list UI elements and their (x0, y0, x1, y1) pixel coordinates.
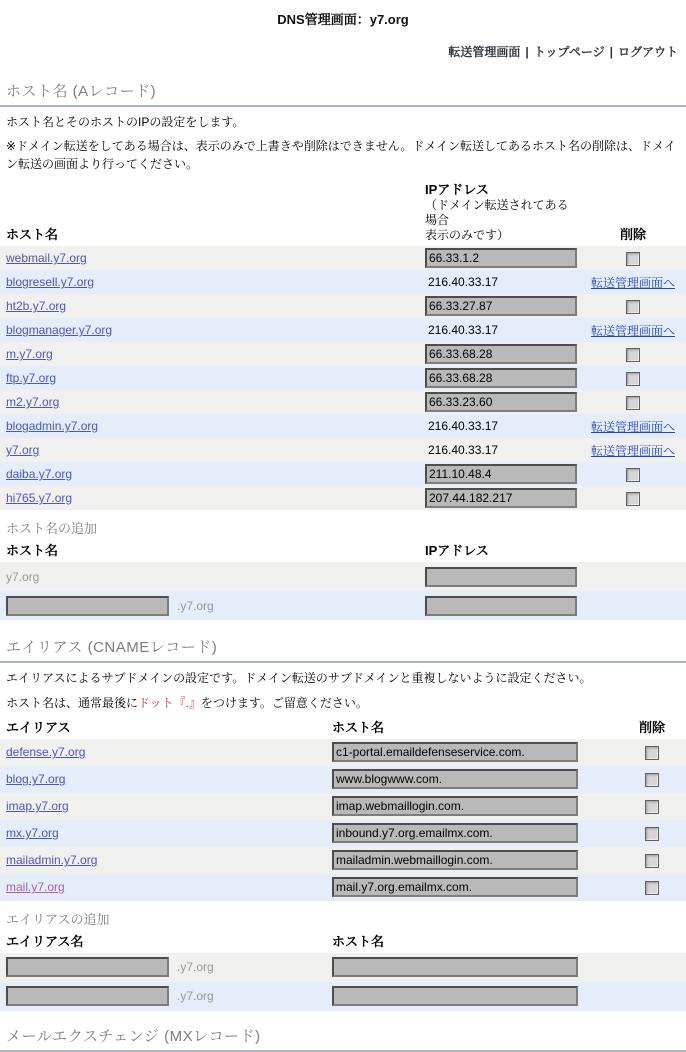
ip-input[interactable] (425, 296, 577, 316)
ip-input[interactable] (425, 464, 577, 484)
a-record-row (0, 486, 686, 510)
column-header-ip: IPアドレス (425, 182, 489, 198)
new-ip-input[interactable] (425, 596, 577, 616)
domain-suffix: .y7.org (177, 960, 214, 975)
cname-description-2: ホスト名は、通常最後にドット『.』をつけます。ご留意ください。 (6, 695, 368, 710)
new-host-input[interactable] (6, 596, 169, 616)
cname-host-input[interactable] (332, 796, 578, 816)
cname-row (0, 766, 686, 793)
delete-checkbox[interactable] (645, 746, 659, 760)
cname-host-input[interactable] (332, 850, 578, 870)
new-alias-input[interactable] (6, 986, 169, 1006)
cname-host-input[interactable] (332, 742, 578, 762)
delete-checkbox[interactable] (626, 348, 640, 362)
alias-add-row (0, 953, 686, 982)
column-header-host: ホスト名 (6, 227, 59, 243)
nav-link-top-page[interactable]: トップページ (533, 45, 605, 59)
forward-admin-link[interactable]: 転送管理画面へ (590, 275, 675, 290)
column-header-alias: エイリアス (6, 719, 71, 735)
a-record-row (0, 246, 686, 270)
a-record-description-1: ホスト名とそのホストのIPの設定をします。 (6, 115, 245, 129)
column-header-ip: IPアドレス (425, 543, 489, 559)
section-title-a-record: ホスト名 (Aレコード) (6, 83, 157, 100)
delete-checkbox[interactable] (626, 492, 640, 506)
column-header-ip-note2: 表示のみです） (425, 228, 510, 243)
a-record-description-2: ※ドメイン転送をしてある場合は、表示のみで上書きや削除はできません。ドメイン転送してあるホスト名の削除は、ドメイン転送の画面より行ってください。 (6, 139, 676, 171)
host-link[interactable]: ht2b.y7.org (6, 299, 67, 314)
alias-link[interactable]: defense.y7.org (6, 745, 86, 760)
host-link[interactable]: blogadmin.y7.org (6, 419, 99, 434)
forward-admin-link[interactable]: 転送管理画面へ (590, 443, 675, 458)
ip-value: 216.40.33.17 (428, 275, 499, 290)
delete-checkbox[interactable] (645, 827, 659, 841)
cname-row (0, 739, 686, 766)
delete-checkbox[interactable] (645, 881, 659, 895)
section-title-cname: エイリアス (CNAMEレコード) (6, 639, 218, 657)
ip-input[interactable] (425, 392, 577, 412)
cname-host-input[interactable] (332, 877, 578, 897)
host-add-row (0, 591, 686, 620)
domain-label: y7.org (6, 569, 40, 584)
ip-value: 216.40.33.17 (428, 443, 499, 458)
cname-table-header (0, 712, 686, 739)
a-record-table-header (0, 173, 686, 246)
column-header-host: ホスト名 (6, 543, 59, 559)
ip-input[interactable] (425, 248, 577, 268)
a-record-row (0, 390, 686, 414)
new-alias-input[interactable] (6, 957, 169, 977)
delete-checkbox[interactable] (626, 300, 640, 314)
a-record-row (0, 414, 686, 438)
forward-admin-link[interactable]: 転送管理画面へ (590, 419, 675, 434)
cname-row (0, 793, 686, 820)
nav-separator: | (525, 45, 529, 59)
ip-input[interactable] (425, 344, 577, 364)
a-record-row (0, 366, 686, 390)
alias-add-title: エイリアスの追加 (6, 911, 110, 927)
host-link[interactable]: hi765.y7.org (6, 491, 73, 506)
delete-checkbox[interactable] (626, 396, 640, 410)
new-alias-host-input[interactable] (332, 986, 578, 1006)
cname-host-input[interactable] (332, 769, 578, 789)
cname-row (0, 820, 686, 847)
top-nav (0, 28, 686, 60)
a-record-row (0, 318, 686, 342)
cname-table (0, 712, 686, 901)
a-record-row (0, 270, 686, 294)
alias-link[interactable]: mail.y7.org (6, 880, 65, 895)
new-ip-input[interactable] (425, 567, 577, 587)
a-record-row (0, 342, 686, 366)
a-record-table (0, 173, 686, 510)
dot-warning-text: ドット『.』 (138, 695, 201, 710)
a-record-row (0, 462, 686, 486)
cname-row (0, 874, 686, 901)
section-rule (0, 105, 686, 107)
alias-add-table (0, 928, 686, 1011)
ip-value: 216.40.33.17 (428, 323, 499, 338)
cname-description-1: エイリアスによるサブドメインの設定です。ドメイン転送のサブドメインと重複しないように設定ください。 (6, 671, 592, 686)
forward-admin-link[interactable]: 転送管理画面へ (590, 323, 675, 338)
ip-input[interactable] (425, 368, 577, 388)
delete-checkbox[interactable] (645, 800, 659, 814)
column-header-host: ホスト名 (332, 933, 385, 949)
delete-checkbox[interactable] (626, 252, 640, 266)
delete-checkbox[interactable] (645, 773, 659, 787)
alias-link[interactable]: imap.y7.org (6, 799, 69, 814)
host-link[interactable]: blogresell.y7.org (6, 275, 95, 290)
a-record-row (0, 294, 686, 318)
host-link[interactable]: daiba.y7.org (6, 467, 73, 482)
domain-suffix: .y7.org (177, 598, 214, 613)
delete-checkbox[interactable] (645, 854, 659, 868)
cname-host-input[interactable] (332, 823, 578, 843)
host-link[interactable]: m.y7.org (6, 347, 53, 362)
domain-suffix: .y7.org (177, 989, 214, 1004)
nav-link-logout[interactable]: ログアウト (617, 45, 678, 59)
host-link[interactable]: y7.org (6, 443, 40, 458)
column-header-alias-name: エイリアス名 (6, 933, 84, 949)
alias-add-header (0, 928, 686, 953)
column-header-ip-note1: （ドメイン転送されてある場合 (425, 198, 569, 228)
host-link[interactable]: ftp.y7.org (6, 371, 57, 386)
delete-checkbox[interactable] (626, 372, 640, 386)
page-title: DNS管理画面：y7.org (277, 12, 409, 27)
column-header-delete: 削除 (638, 719, 665, 735)
delete-checkbox[interactable] (626, 468, 640, 482)
alias-link[interactable]: mx.y7.org (6, 826, 59, 841)
column-header-host: ホスト名 (332, 719, 385, 735)
a-record-row (0, 438, 686, 462)
alias-link[interactable]: blog.y7.org (6, 772, 66, 787)
host-add-title: ホスト名の追加 (6, 521, 98, 537)
host-link[interactable]: m2.y7.org (6, 395, 60, 410)
alias-add-row (0, 982, 686, 1011)
host-add-row (0, 562, 686, 591)
ip-value: 216.40.33.17 (428, 419, 499, 434)
host-link[interactable]: blogmanager.y7.org (6, 323, 113, 338)
alias-link[interactable]: mailadmin.y7.org (6, 853, 98, 868)
nav-separator: | (609, 45, 613, 59)
section-rule (0, 661, 686, 663)
new-alias-host-input[interactable] (332, 957, 578, 977)
column-header-delete: 削除 (619, 227, 646, 243)
nav-link-forward-admin[interactable]: 転送管理画面 (448, 45, 521, 59)
section-title-mx: メールエクスチェンジ (MXレコード) (6, 1027, 261, 1045)
host-link[interactable]: webmail.y7.org (6, 251, 87, 266)
host-add-table (0, 537, 686, 620)
ip-input[interactable] (425, 488, 577, 508)
cname-row (0, 847, 686, 874)
host-add-header (0, 537, 686, 562)
